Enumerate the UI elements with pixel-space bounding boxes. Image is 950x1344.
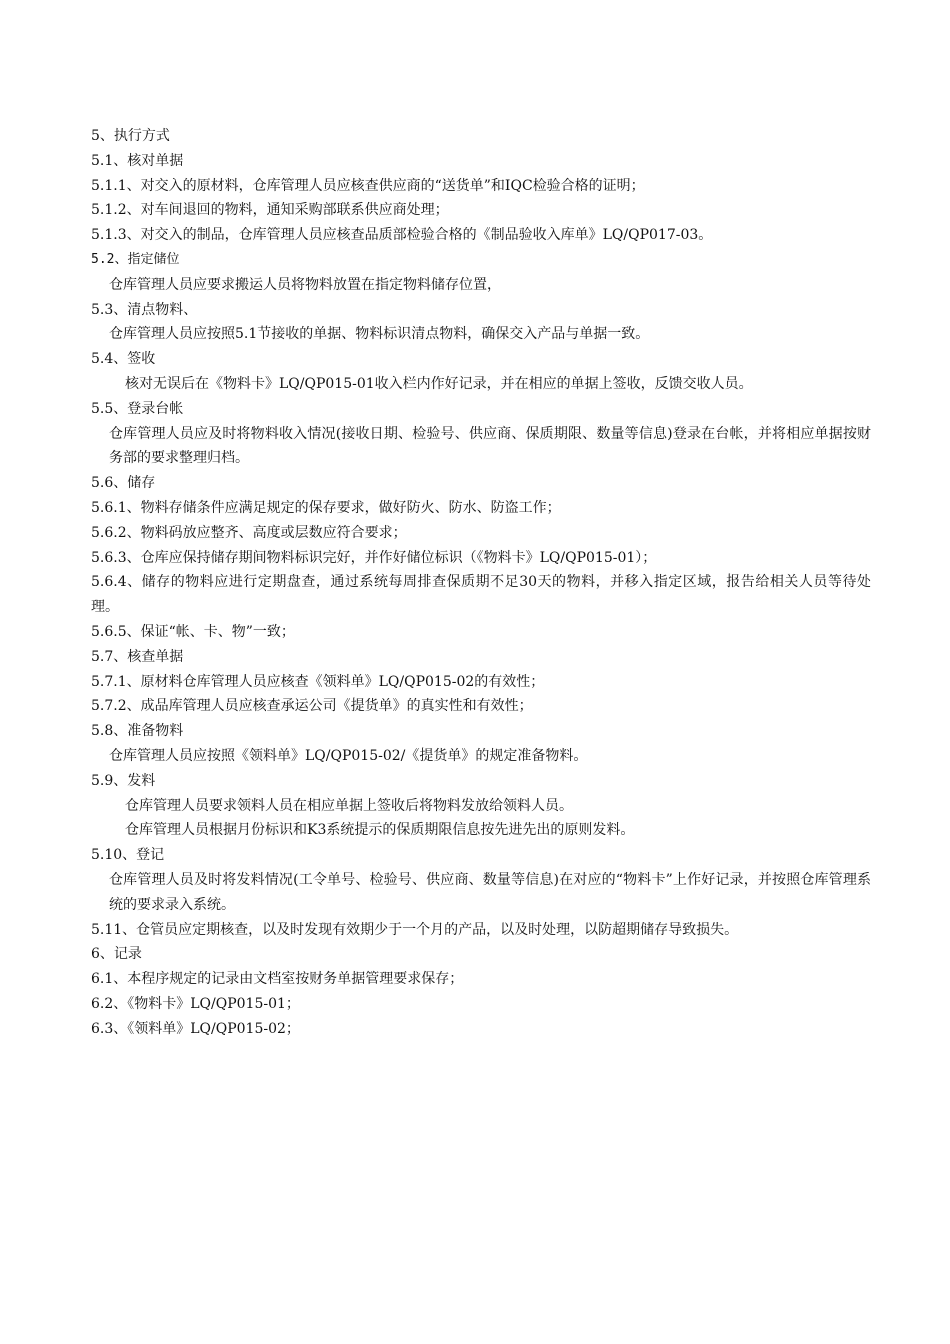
document-line: 6.1、本程序规定的记录由文档室按财务单据管理要求保存； — [91, 971, 464, 988]
document-body — [91, 124, 871, 1041]
document-line: 5.7、核查单据 — [91, 648, 184, 665]
document-line: 仓库管理人员应要求搬运人员将物料放置在指定物料储存位置， — [109, 276, 501, 293]
document-line: 核对无误后在《物料卡》LQ/QP015-01收入栏内作好记录，并在相应的单据上签收，反馈交收人员。 — [125, 375, 753, 392]
document-line: 仓库管理人员要求领料人员在相应单据上签收后将物料发放给领料人员。 — [125, 797, 573, 814]
document-line: 5.6.2、物料码放应整齐、高度或层数应符合要求； — [91, 524, 407, 541]
document-line: 5.1.1、对交入的原材料，仓库管理人员应核查供应商的“送货单”和IQC检验合格的证明； — [91, 177, 645, 194]
document-line: 5.6.4、储存的物料应进行定期盘查，通过系统每周排查保质期不足30天的物料，并移入指定区域，报告给相关人员等待处理。 — [91, 574, 871, 616]
document-line: 5.5、登录台帐 — [91, 400, 184, 417]
document-line: 5.6.5、保证“帐、卡、物”一致； — [91, 623, 295, 640]
document-line: 5.7.2、成品库管理人员应核查承运公司《提货单》的真实性和有效性； — [91, 698, 533, 715]
document-line: 5.8、准备物料 — [91, 723, 184, 740]
document-line: 5.9、发料 — [91, 772, 156, 789]
document-line: 5.3、清点物料、 — [91, 301, 198, 318]
document-line: 5.7.1、原材料仓库管理人员应核查《领料单》LQ/QP015-02的有效性； — [91, 673, 545, 690]
document-line: 仓库管理人员应按照5.1节接收的单据、物料标识清点物料，确保交入产品与单据一致。 — [109, 326, 650, 343]
document-line: 6、记录 — [91, 946, 142, 963]
document-line: 仓库管理人员根据月份标识和K3系统提示的保质期限信息按先进先出的原则发料。 — [125, 822, 635, 839]
document-line: 6.2、《物料卡》LQ/QP015-01； — [91, 995, 300, 1012]
document-line: 5.11、仓管员应定期核查，以及时发现有效期少于一个月的产品，以及时处理，以防超期储存导致损失。 — [91, 921, 739, 938]
document-line: 仓库管理人员及时将发料情况(工令单号、检验号、供应商、数量等信息)在对应的“物料卡”上作好记录，并按照仓库管理系统的要求录入系统。 — [109, 871, 871, 913]
document-line: 5、执行方式 — [91, 128, 170, 144]
document-line: 5.2、指定储位 — [91, 251, 180, 267]
document-line: 5.1.3、对交入的制品，仓库管理人员应核查品质部检验合格的《制品验收入库单》LQ/QP017-03。 — [91, 227, 713, 244]
document-line: 5.6、储存 — [91, 475, 156, 492]
document-line: 5.1.2、对车间退回的物料，通知采购部联系供应商处理； — [91, 202, 449, 219]
document-line: 6.3、《领料单》LQ/QP015-02； — [91, 1020, 300, 1037]
document-line: 5.6.3、仓库应保持储存期间物料标识完好，并作好储位标识（《物料卡》LQ/QP015-01）； — [91, 549, 657, 566]
document-line: 仓库管理人员应按照《领料单》LQ/QP015-02/《提货单》的规定准备物料。 — [109, 747, 588, 764]
document-line: 5.1、核对单据 — [91, 152, 184, 169]
document-line: 5.10、登记 — [91, 847, 165, 864]
document-line: 5.4、签收 — [91, 351, 156, 368]
document-line: 5.6.1、物料存储条件应满足规定的保存要求，做好防火、防水、防盗工作； — [91, 499, 561, 516]
document-line: 仓库管理人员应及时将物料收入情况(接收日期、检验号、供应商、保质期限、数量等信息)登录在台帐，并将相应单据按财务部的要求整理归档。 — [109, 425, 871, 467]
